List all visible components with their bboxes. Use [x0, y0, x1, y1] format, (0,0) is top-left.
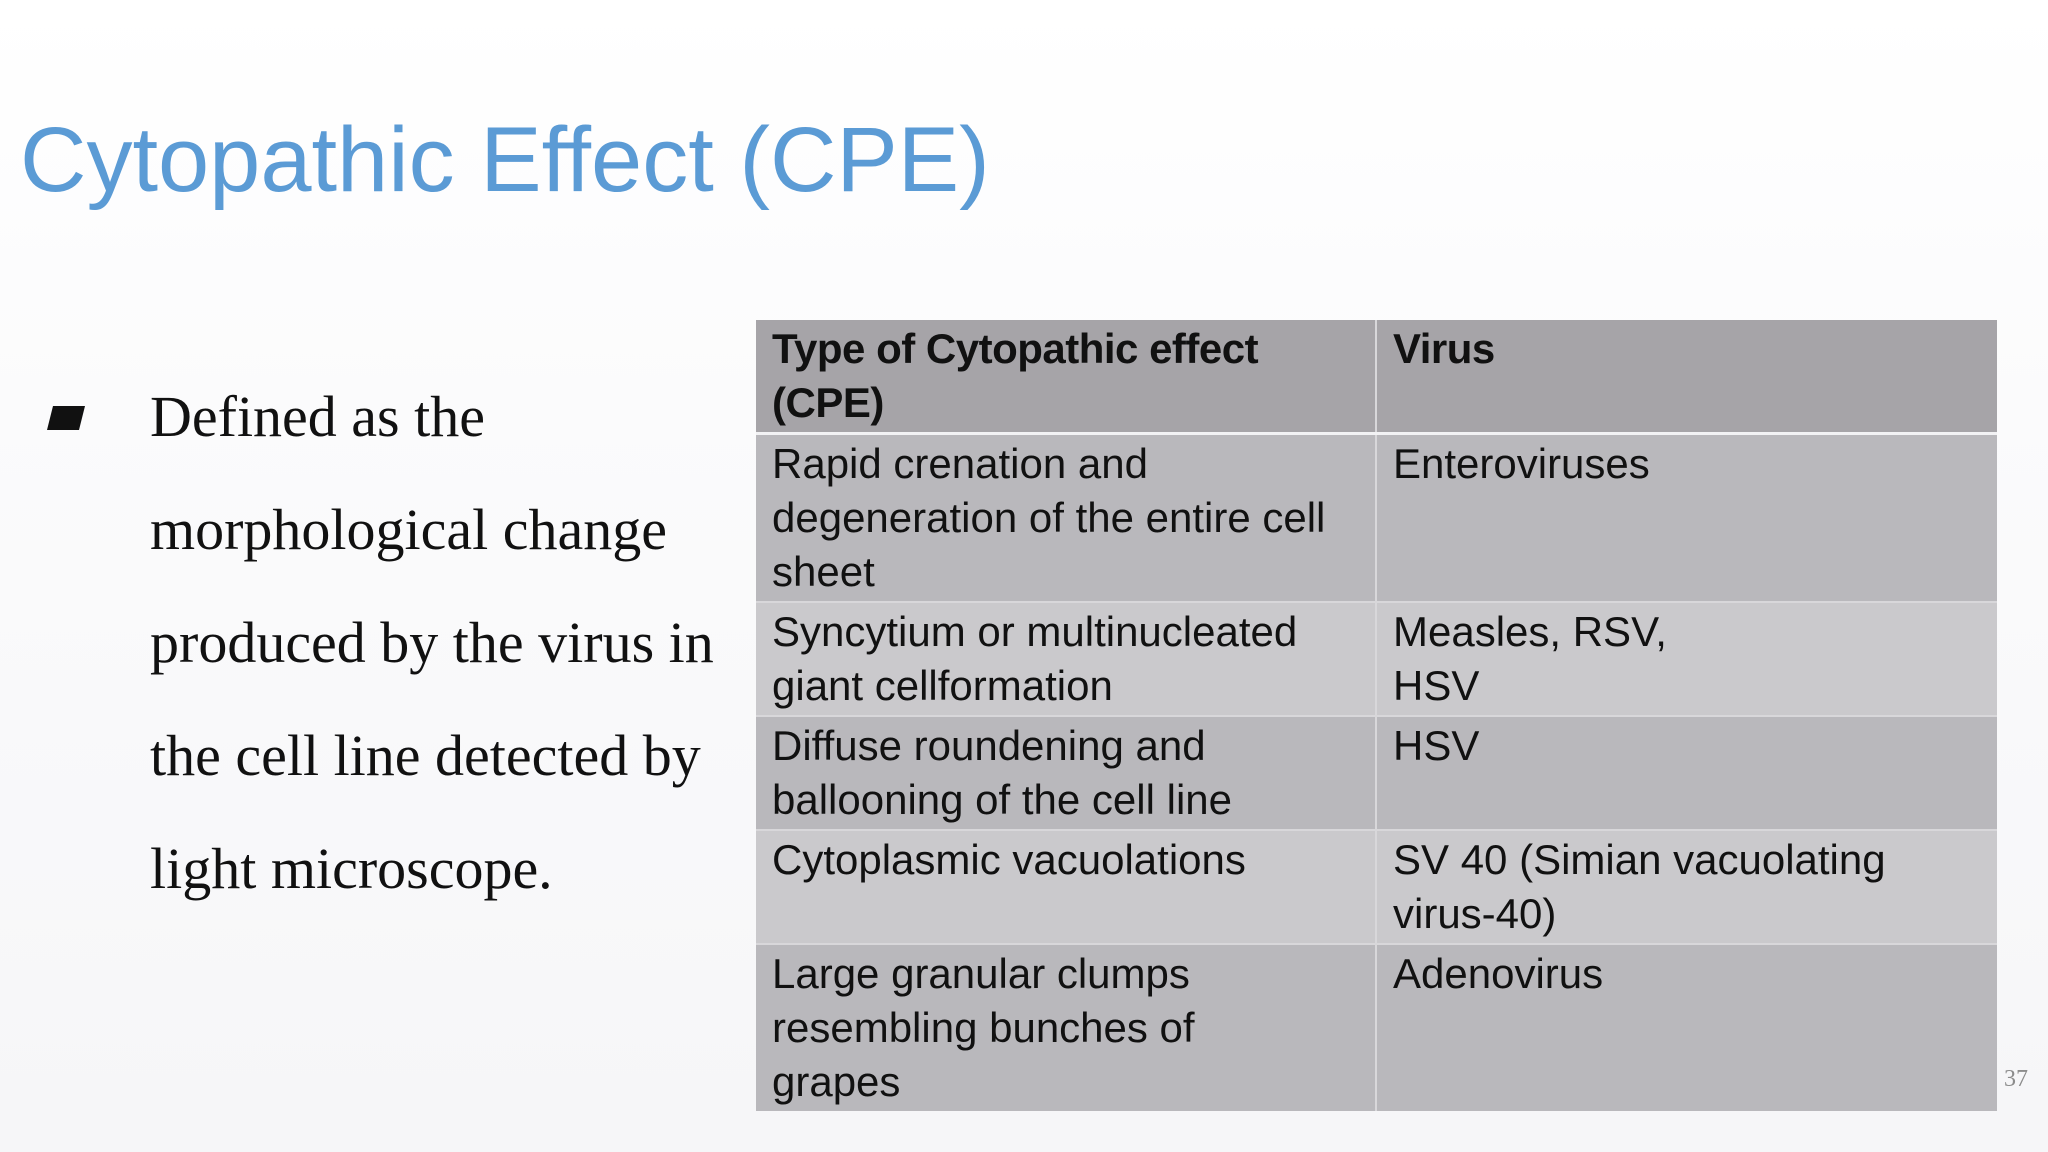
- cpe-type-cell: Rapid crenation and degeneration of the entire cell sheet: [756, 434, 1376, 603]
- table-row: [756, 602, 1997, 716]
- table-row: [756, 830, 1997, 944]
- bullet-list: [46, 360, 726, 925]
- slide-title: Cytopathic Effect (CPE): [20, 109, 990, 211]
- bullet-marker-icon: [47, 406, 85, 430]
- cpe-type-cell: Syncytium or multinucleated giant cellformation: [756, 602, 1376, 716]
- cpe-type-cell: Diffuse roundening and ballooning of the cell line: [756, 716, 1376, 830]
- table-header-row: [756, 320, 1997, 434]
- cpe-type-cell: Large granular clumps resembling bunches of grapes: [756, 944, 1376, 1111]
- bullet-text: Defined as the morphological change produced by the virus in the cell line detected by light microscope.: [150, 384, 714, 901]
- table-row: [756, 716, 1997, 830]
- virus-cell: Enteroviruses: [1376, 434, 1997, 603]
- page-number: 37: [2004, 1066, 2028, 1092]
- table-row: [756, 944, 1997, 1111]
- virus-cell: Adenovirus: [1376, 944, 1997, 1111]
- cpe-table: [756, 320, 1997, 1111]
- virus-cell: SV 40 (Simian vacuolating virus-40): [1376, 830, 1997, 944]
- table-row: [756, 434, 1997, 603]
- header-cpe-type: Type of Cytopathic effect (CPE): [756, 320, 1376, 434]
- cpe-type-cell: Cytoplasmic vacuolations: [756, 830, 1376, 944]
- virus-cell: HSV: [1376, 716, 1997, 830]
- header-virus: Virus: [1376, 320, 1997, 434]
- virus-cell: Measles, RSV, HSV: [1376, 602, 1997, 716]
